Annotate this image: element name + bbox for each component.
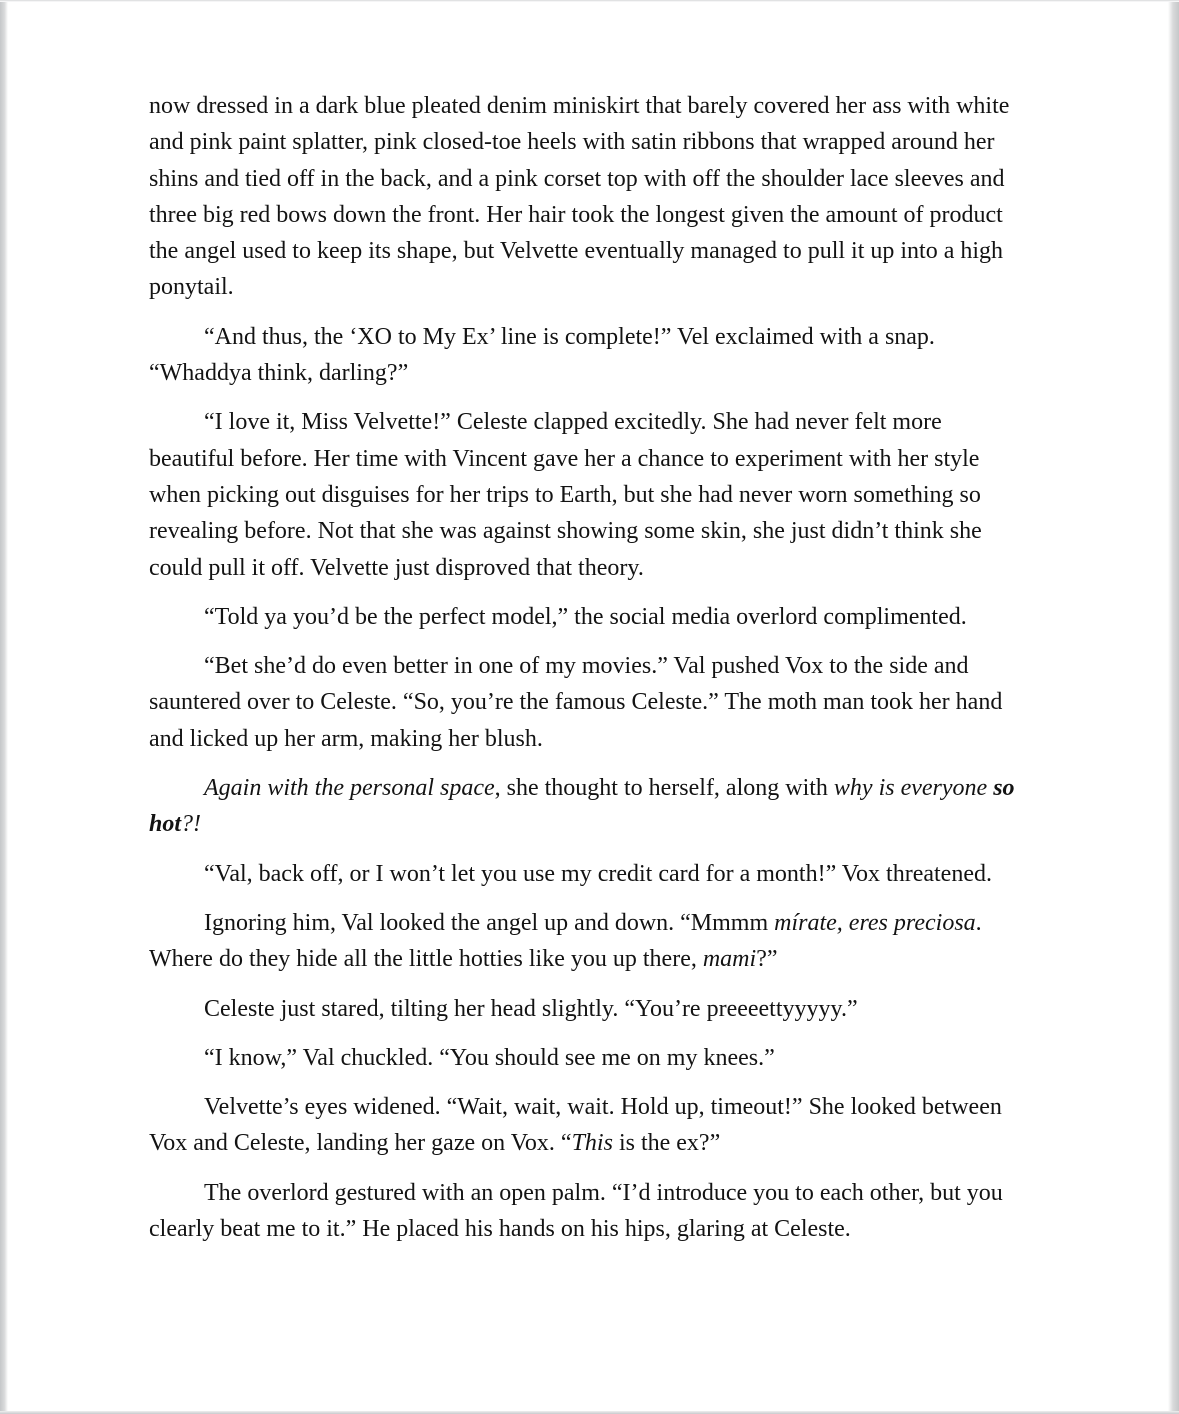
text-run: Again with the personal space	[204, 775, 495, 802]
text-run: . Where do they hide all the little hotties like you up there,	[149, 909, 982, 973]
text-run: Ignoring him, Val looked the angel up and down. “Mmmm	[204, 909, 775, 936]
text-run: ?!	[181, 811, 202, 838]
paragraph	[149, 770, 1030, 843]
text-run: why is everyone	[833, 775, 994, 802]
text-run: This	[571, 1130, 613, 1157]
viewer-gutter-top	[0, 0, 1179, 2]
paragraph	[149, 991, 1030, 1027]
paragraph	[149, 856, 1030, 892]
text-run: “Told ya you’d be the perfect model,” the social media overlord complimented.	[204, 603, 967, 630]
text-run: mami	[702, 946, 757, 973]
paragraph	[149, 599, 1030, 635]
paragraph	[149, 1089, 1030, 1162]
viewer-gutter-right	[1168, 0, 1179, 1414]
text-run: “I love it, Miss Velvette!” Celeste clapped excitedly. She had never felt more beautiful before. Her time with Vincent gave her a chance to experiment with her style when picking out disguises for her trips to Earth, but she had never worn something so revealing before. Not that she was against showing some skin, she just didn’t think she could pull it off. Velvette just disproved that theory.	[149, 409, 982, 581]
text-run: is the ex?”	[612, 1130, 721, 1157]
text-run: mírate, eres preciosa	[774, 909, 976, 936]
paragraph	[149, 404, 1030, 585]
viewer-gutter-left	[0, 0, 8, 1414]
text-run: “I know,” Val chuckled. “You should see me on my knees.”	[204, 1044, 775, 1071]
text-run: “And thus, the ‘XO to My Ex’ line is complete!” Vel exclaimed with a snap. “Whaddya think, darling?”	[149, 323, 935, 387]
paragraph	[149, 1175, 1030, 1248]
paragraph	[149, 319, 1030, 392]
paragraph	[149, 1040, 1030, 1076]
paragraph	[149, 648, 1030, 757]
text-run: so hot	[149, 775, 1015, 838]
text-run: , she thought to herself, along with	[494, 775, 834, 802]
paragraph	[149, 905, 1030, 978]
paragraph	[149, 88, 1030, 306]
text-run: The overlord gestured with an open palm. “I’d introduce you to each other, but you clearly beat me to it.” He placed his hands on his hips, glaring at Celeste.	[149, 1179, 1003, 1243]
document-page	[8, 2, 1168, 1411]
text-run: “Bet she’d do even better in one of my movies.” Val pushed Vox to the side and sauntered over to Celeste. “So, you’re the famous Celeste.” The moth man took her hand and licked up her arm, making her blush.	[149, 653, 1003, 752]
text-run: now dressed in a dark blue pleated denim miniskirt that barely covered her ass with white and pink paint splatter, pink closed-toe heels with satin ribbons that wrapped around her shins and tied off in the back, and a pink corset top with off the shoulder lace sleeves and three big red bows down the front. Her hair took the longest given the amount of product the angel used to keep its shape, but Velvette eventually managed to pull it up into a high ponytail.	[149, 93, 1010, 301]
text-run: Celeste just stared, tilting her head slightly. “You’re preeeettyyyyy.”	[204, 995, 858, 1022]
text-run: “Val, back off, or I won’t let you use my credit card for a month!” Vox threatened.	[204, 860, 992, 887]
text-block	[8, 2, 1168, 1247]
text-run: Velvette’s eyes widened. “Wait, wait, wait. Hold up, timeout!” She looked between Vox and Celeste, landing her gaze on Vox. “	[149, 1094, 1002, 1157]
text-run: ?”	[756, 946, 778, 973]
